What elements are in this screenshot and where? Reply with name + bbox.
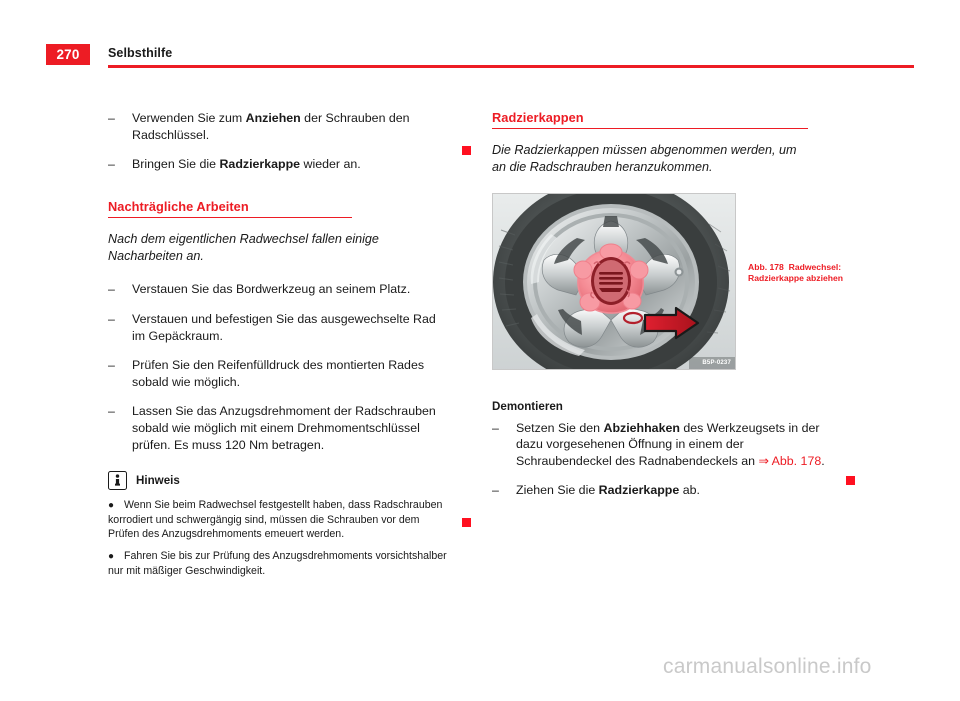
bullet-dot: ● [108, 500, 115, 512]
page-number: 270 [46, 44, 90, 65]
header-divider [108, 65, 914, 68]
list-item [108, 281, 452, 298]
sub-heading-demontieren: Demontieren [492, 399, 563, 413]
list-item [492, 482, 836, 499]
dash-bullet: – [108, 157, 115, 172]
dash-bullet: – [492, 420, 499, 435]
list-item [492, 420, 836, 470]
dash-bullet: – [108, 282, 115, 297]
note-title: Hinweis [136, 474, 180, 488]
section-heading-nachtraegliche-arbeiten: Nachträgliche Arbeiten [108, 199, 352, 218]
end-marker-right [846, 476, 855, 485]
figure-caption-text: Radwechsel: Radzierkappe abziehen [748, 262, 844, 284]
list-item-text: Verstauen und befestigen Sie das ausgewechselte Rad im Gepäckraum. [132, 311, 436, 343]
watermark: carmanualsonline.info [663, 655, 872, 678]
dash-bullet: – [492, 483, 499, 498]
end-marker-left-bottom [462, 518, 471, 527]
note-bullet-text: Wenn Sie beim Radwechsel festgestellt haben, dass Radschrauben korrodiert und schwergängig sind, müssen die Schrauben vor dem Prüfen des Anzugsdrehmoments emeuert werden. [108, 499, 443, 541]
right-column [492, 110, 844, 512]
note-bullet-text: Fahren Sie bis zur Prüfung des Anzugsdrehmoments vorsichtshalber nur mit mäßiger Geschwindigkeit. [108, 550, 447, 578]
list-item-text: Lassen Sie das Anzugsdrehmoment der Radschrauben sobald wie möglich mit einem Drehmomentschlüssel prüfen. Es muss 120 Nm betragen. [132, 404, 436, 452]
info-icon [108, 471, 127, 490]
list-item [108, 403, 452, 453]
bullet-dot: ● [108, 551, 115, 563]
figure-code: B5P-0237 [702, 359, 731, 366]
list-item-text: Ziehen Sie die Radzierkappe ab. [516, 483, 700, 498]
list-item-text: Verstauen Sie das Bordwerkzeug an seinem Platz. [132, 282, 411, 297]
note-bullet [108, 549, 452, 578]
list-item [108, 357, 452, 390]
page-title: Selbsthilfe [108, 46, 173, 60]
dash-bullet: – [108, 311, 115, 326]
list-item [108, 110, 452, 143]
dash-bullet: – [108, 358, 115, 373]
section-heading-radzierkappen: Radzierkappen [492, 110, 808, 129]
list-item-text: Bringen Sie die Radzierkappe wieder an. [132, 157, 361, 172]
page-header [0, 44, 960, 70]
dash-bullet: – [108, 404, 115, 419]
note-header [108, 471, 452, 490]
figure-caption [748, 262, 898, 285]
end-marker-left-top [462, 146, 471, 155]
left-column [108, 110, 452, 586]
section-intro: Die Radzierkappen müssen abgenommen werden, um an die Radschrauben heranzukommen. [492, 143, 797, 174]
list-item [108, 156, 452, 173]
section-intro: Nach dem eigentlichen Radwechsel fallen einige Nacharbeiten an. [108, 231, 379, 263]
list-item-text: Verwenden Sie zum Anziehen der Schrauben den Radschlüssel. [132, 111, 410, 142]
wheel-hubcap-removal-illustration [492, 193, 736, 370]
list-item-text: Setzen Sie den Abziehhaken des Werkzeugsets in der dazu vorgesehenen Öffnung in einem der Schraubendeckel des Radnabendeckels an ⇒ Abb. 178. [516, 420, 825, 468]
list-item-text: Prüfen Sie den Reifenfülldruck des montierten Rades sobald wie möglich. [132, 358, 425, 389]
figure-caption-number: Abb. 178 [748, 262, 784, 272]
note-bullet [108, 498, 452, 541]
list-item [108, 311, 452, 344]
dash-bullet: – [108, 111, 115, 125]
